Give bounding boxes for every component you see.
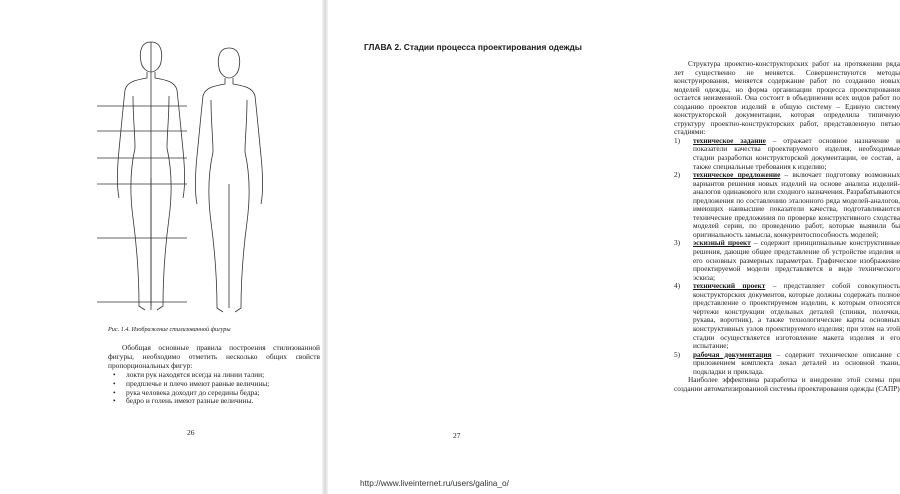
- paragraph: Обобщая основные правила построения стилизованной фигуры, необходимо отметить несколько общих свойств пропорциональных фигур:: [108, 343, 320, 370]
- left-page: [0, 0, 340, 494]
- page-number: 27: [453, 431, 461, 440]
- bullet-item: • предплечье и плечо имеют равные величины;: [108, 380, 320, 389]
- stage-item: [674, 351, 900, 377]
- figure-caption: Рис. 1.4. Изображение стилизованной фигуры: [108, 326, 231, 333]
- stage-number: 3): [674, 238, 681, 248]
- stage-number: 5): [674, 349, 681, 359]
- stylized-figures-illustration: [95, 38, 275, 328]
- right-page: [340, 0, 900, 494]
- left-page-text: [108, 344, 320, 406]
- stage-item: [674, 171, 900, 239]
- closing-paragraph: Наиболее эффективна разработка и внедрение этой схемы при создании автоматизированной системы проектирования одежды (САПР): [674, 375, 900, 393]
- stage-term: технический проект: [693, 281, 766, 291]
- book-gutter: [322, 0, 328, 494]
- stage-item: [674, 239, 900, 282]
- bullet-item: • рука человека доходит до середины бедра;: [108, 389, 320, 398]
- stage-description: – содержит техническое описание с приложением комплекта лекал деталей из основной ткани, подкладки и приклада.: [693, 349, 900, 376]
- stage-number: 1): [674, 135, 681, 145]
- chapter-title: ГЛАВА 2. Стадии процесса проектирования одежды: [364, 42, 582, 52]
- stage-term: техническое задание: [693, 135, 766, 145]
- stage-number: 2): [674, 170, 681, 180]
- page-number: 26: [187, 428, 195, 437]
- watermark-url: http://www.liveinternet.ru/users/galina_o/: [360, 478, 509, 488]
- stage-description: – представляет собой совокупность конструкторских документов, которые должны содержать полное представление о проектируемом изделии, к которым относятся чертежи конструкции отдельных деталей (спинки, полочки, рукава, воротник), а также технологические карты основных конструктивных узлов проектируемого изделия; при этом на этой стадии осуществляется изготовление макета изделия и его испытание;: [693, 281, 900, 351]
- stage-term: рабочая документация: [693, 349, 772, 359]
- bullet-list: [108, 371, 320, 407]
- stage-description: – содержит принципиальные конструктивные решения, дающие общее представление об устройстве изделия и его основных размерных параметрах. Графическое изображение проектируемой модели представляется в виде технического эскиза;: [693, 238, 900, 282]
- stage-description: – включает подготовку возможных вариантов решения новых изделий на основе анализа изделий-аналогов одинакового или сходного назначения. Разрабатываются предложения по составлению эталонного ряда моделей-аналогов, имеющих наивысшие показатели качества, подготавливаются технические предложения по проверке конструктивного сходства моделей серии, по проведению работ, которые выявили бы оригинальность замысла, конкурентоспособность моделей;: [693, 170, 900, 239]
- stage-item: [674, 137, 900, 171]
- stage-item: [674, 282, 900, 350]
- silhouette-figure: [196, 48, 263, 312]
- bullet-item: • локти рук находятся всегда на линии талии;: [108, 371, 320, 380]
- intro-paragraph: Структура проектно-конструкторских работ на протяжении ряда лет существенно не меняется. Совершенствуются методы конструирования, меняется содержание работ по созданию новых моделей одежды, но форма организации процесса проектирования остается неизменной. Она состоит в объединении всех видов работ по созданию проектов изделий в общую систему – Единую систему конструкторской документации, которая определила типичную структуру проектно-конструкторских работ, представленную пятью стадиями:: [674, 59, 900, 137]
- stage-description: – отражает основное назначение и показатели качества проектируемого изделия, необходимые стадии разработки конструкторской документации, ее состав, а также специальные требования к изделию;: [693, 135, 900, 171]
- stage-number: 4): [674, 281, 681, 291]
- stage-term: эскизный проект: [693, 238, 751, 248]
- stage-term: техническое предложение: [693, 170, 781, 180]
- bullet-item: • бедро и голень имеют разные величины.: [108, 397, 320, 406]
- right-page-text: [674, 60, 900, 393]
